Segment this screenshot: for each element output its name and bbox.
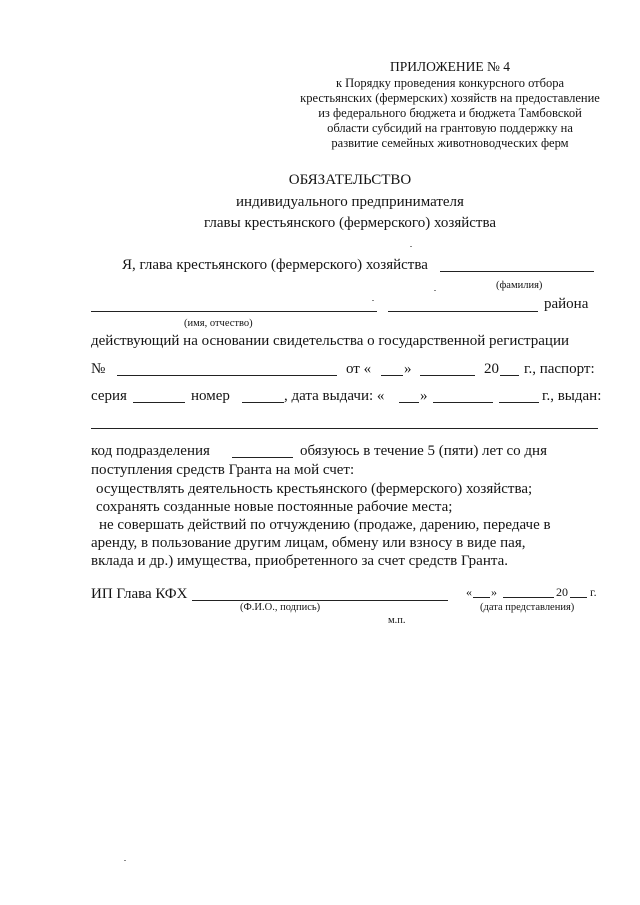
obligation-item: сохранять созданные новые постоянные рабочие места;	[96, 499, 453, 515]
issue-day-field[interactable]	[399, 402, 419, 403]
stamp-place: м.п.	[388, 615, 406, 626]
signature-day-field[interactable]	[473, 597, 490, 598]
registration-date-label: от «	[346, 361, 372, 377]
division-code-label: код подразделения	[91, 443, 210, 459]
registration-day-field[interactable]	[381, 375, 403, 376]
signature-month-field[interactable]	[503, 597, 554, 598]
series-label: серия	[91, 388, 127, 404]
appendix-line: развитие семейных животноводческих ферм	[331, 136, 569, 150]
issue-year-field[interactable]	[499, 402, 539, 403]
quote-close: »	[491, 585, 497, 599]
name-hint: (имя, отчество)	[184, 318, 253, 329]
passport-label: г., паспорт:	[524, 361, 595, 377]
obligation-item: вклада и др.) имущества, приобретенного за счет средств Гранта.	[91, 553, 509, 569]
intro-text: Я, глава крестьянского (фермерского) хозяйства	[122, 257, 428, 273]
issued-by-label: г., выдан:	[542, 388, 602, 404]
fio-hint: (Ф.И.О., подпись)	[240, 602, 321, 613]
scan-speck	[124, 860, 126, 861]
surname-field[interactable]	[440, 271, 594, 272]
obligation-text: обязуюсь в течение 5 (пяти) лет со дня	[300, 443, 547, 459]
appendix-line: из федерального бюджета и бюджета Тамбовской	[318, 106, 582, 120]
signature-year-field[interactable]	[570, 597, 587, 598]
district-label: района	[544, 296, 589, 312]
district-field[interactable]	[388, 311, 538, 312]
issued-by-field[interactable]	[91, 428, 598, 429]
appendix-line: к Порядку проведения конкурсного отбора	[335, 76, 565, 90]
appendix-line: области субсидий на грантовую поддержку на	[327, 121, 573, 135]
scan-speck	[410, 246, 412, 247]
signature-label: ИП Глава КФХ	[91, 586, 188, 602]
document-title: ОБЯЗАТЕЛЬСТВО	[288, 172, 412, 188]
passport-number-field[interactable]	[242, 402, 284, 403]
name-field[interactable]	[91, 311, 377, 312]
date-hint: (дата представления)	[480, 602, 575, 613]
surname-hint: (фамилия)	[496, 280, 543, 291]
obligation-text: поступления средств Гранта на мой счет:	[91, 462, 355, 478]
document-subtitle: индивидуального предпринимателя	[236, 194, 464, 210]
registration-year-field[interactable]	[500, 375, 519, 376]
registration-month-field[interactable]	[420, 375, 475, 376]
obligation-item: не совершать действий по отчуждению (продаже, дарению, передаче в	[99, 517, 551, 533]
basis-text: действующий на основании свидетельства о государственной регистрации	[91, 333, 570, 349]
issue-month-field[interactable]	[433, 402, 493, 403]
quote-open: «	[466, 585, 472, 599]
quote-close: »	[404, 361, 412, 377]
appendix-line: крестьянских (фермерских) хозяйств на предоставление	[300, 91, 600, 105]
appendix-title: ПРИЛОЖЕНИЕ № 4	[389, 59, 511, 74]
registration-number-field[interactable]	[117, 375, 337, 376]
signature-field[interactable]	[192, 600, 448, 601]
document-subtitle: главы крестьянского (фермерского) хозяйства	[204, 215, 496, 231]
year-prefix: 20	[484, 361, 499, 377]
scan-speck	[372, 300, 374, 301]
division-code-field[interactable]	[232, 457, 293, 458]
registration-number-label: №	[91, 361, 106, 377]
number-label: номер	[191, 388, 230, 404]
quote-close: »	[420, 388, 428, 404]
issue-date-label: , дата выдачи: «	[284, 388, 385, 404]
obligation-item: осуществлять деятельность крестьянского (фермерского) хозяйства;	[96, 481, 533, 497]
year-suffix: г.	[590, 585, 597, 599]
obligation-item: аренду, в пользование другим лицам, обмену или взносу в виде пая,	[91, 535, 526, 551]
scan-speck	[434, 290, 436, 291]
year-prefix: 20	[556, 585, 568, 599]
passport-series-field[interactable]	[133, 402, 185, 403]
